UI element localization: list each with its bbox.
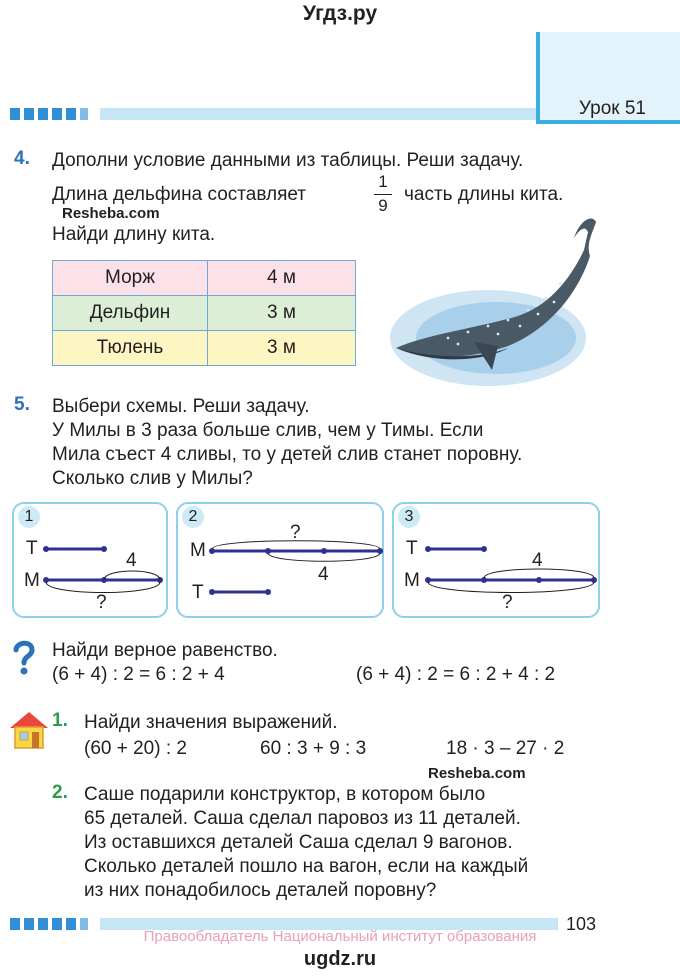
home-task1-expr1: (60 + 20) : 2 bbox=[84, 738, 187, 759]
home-task2-line2: 65 деталей. Саша сделал паровоз из 11 деталей. bbox=[84, 808, 521, 829]
animal-table bbox=[52, 260, 356, 366]
fraction-numerator: 1 bbox=[378, 172, 388, 191]
task5-line1: Выбери схемы. Реши задачу. bbox=[52, 396, 310, 417]
schema-badge: 2 bbox=[182, 506, 204, 528]
table-row bbox=[53, 296, 356, 331]
fraction-bar bbox=[374, 194, 392, 195]
task4-line2b: часть длины кита. bbox=[404, 184, 564, 205]
schema-label-m: М bbox=[190, 540, 206, 561]
schema-question: ? bbox=[96, 592, 107, 613]
task5-line3: Мила съест 4 сливы, то у детей слив станет поровну. bbox=[52, 444, 523, 465]
schema-diagram bbox=[178, 504, 386, 620]
home-task1-title: Найди значения выражений. bbox=[84, 712, 338, 733]
schema-2[interactable] bbox=[176, 502, 384, 618]
schema-label-m: М bbox=[24, 570, 40, 591]
task5-line4: Сколько слив у Милы? bbox=[52, 468, 253, 489]
task4-line1: Дополни условие данными из таблицы. Реши задачу. bbox=[52, 150, 524, 171]
home-task1-number: 1. bbox=[52, 710, 68, 731]
schema-diagram bbox=[14, 504, 170, 620]
schema-diagram bbox=[394, 504, 602, 620]
footer-site: ugdz.ru bbox=[303, 948, 377, 970]
fraction-denominator: 9 bbox=[378, 196, 388, 215]
schema-label-t: Т bbox=[406, 538, 418, 559]
question-mark-icon bbox=[10, 640, 38, 676]
schema-badge: 1 bbox=[18, 506, 40, 528]
table-cell-animal: Тюлень bbox=[53, 331, 208, 366]
question-eq1: (6 + 4) : 2 = 6 : 2 + 4 bbox=[52, 664, 225, 685]
table-row bbox=[53, 261, 356, 296]
schema-label-t: Т bbox=[192, 582, 204, 603]
house-icon bbox=[8, 710, 50, 750]
schema-num: 4 bbox=[318, 564, 329, 585]
table-cell-animal: Морж bbox=[53, 261, 208, 296]
home-task1-expr3: 18 · 3 – 27 · 2 bbox=[446, 738, 565, 759]
lesson-label: Урок 51 bbox=[578, 98, 646, 119]
table-cell-length: 3 м bbox=[208, 331, 356, 366]
home-task1-expr2: 60 : 3 + 9 : 3 bbox=[260, 738, 367, 759]
table-cell-animal: Дельфин bbox=[53, 296, 208, 331]
schema-num: 4 bbox=[126, 550, 137, 571]
schema-label-m: М bbox=[404, 570, 420, 591]
task4-line3: Найди длину кита. bbox=[52, 224, 216, 245]
schema-question: ? bbox=[290, 522, 301, 543]
task5-number: 5. bbox=[14, 394, 30, 415]
schema-question: ? bbox=[502, 592, 513, 613]
question-title: Найди верное равенство. bbox=[52, 640, 278, 661]
watermark-2: Resheba.com bbox=[428, 765, 526, 782]
home-task2-line1: Саше подарили конструктор, в котором было bbox=[84, 784, 486, 805]
site-title: Угдз.ру bbox=[302, 2, 378, 25]
home-task2-line4: Сколько деталей пошло на вагон, если на каждый bbox=[84, 856, 529, 877]
schema-3[interactable] bbox=[392, 502, 600, 618]
whale-illustration bbox=[388, 210, 604, 396]
schema-num: 4 bbox=[532, 550, 543, 571]
watermark-1: Resheba.com bbox=[62, 205, 160, 222]
table-row bbox=[53, 331, 356, 366]
schema-badge: 3 bbox=[398, 506, 420, 528]
task4-line2a: Длина дельфина составляет bbox=[52, 184, 307, 205]
schema-label-t: Т bbox=[26, 538, 38, 559]
home-task2-number: 2. bbox=[52, 782, 68, 803]
question-eq2: (6 + 4) : 2 = 6 : 2 + 4 : 2 bbox=[356, 664, 556, 685]
home-task2-line5: из них понадобилось деталей поровну? bbox=[84, 880, 437, 901]
task4-number: 4. bbox=[14, 148, 30, 169]
table-cell-length: 4 м bbox=[208, 261, 356, 296]
page-number: 103 bbox=[566, 914, 597, 934]
table-cell-length: 3 м bbox=[208, 296, 356, 331]
schema-1[interactable] bbox=[12, 502, 168, 618]
rights-holder: Правообладатель Национальный институт образования bbox=[143, 928, 537, 945]
home-task2-line3: Из оставшихся деталей Саша сделал 9 вагонов. bbox=[84, 832, 513, 853]
task5-line2: У Милы в 3 раза больше слив, чем у Тимы. Если bbox=[52, 420, 484, 441]
